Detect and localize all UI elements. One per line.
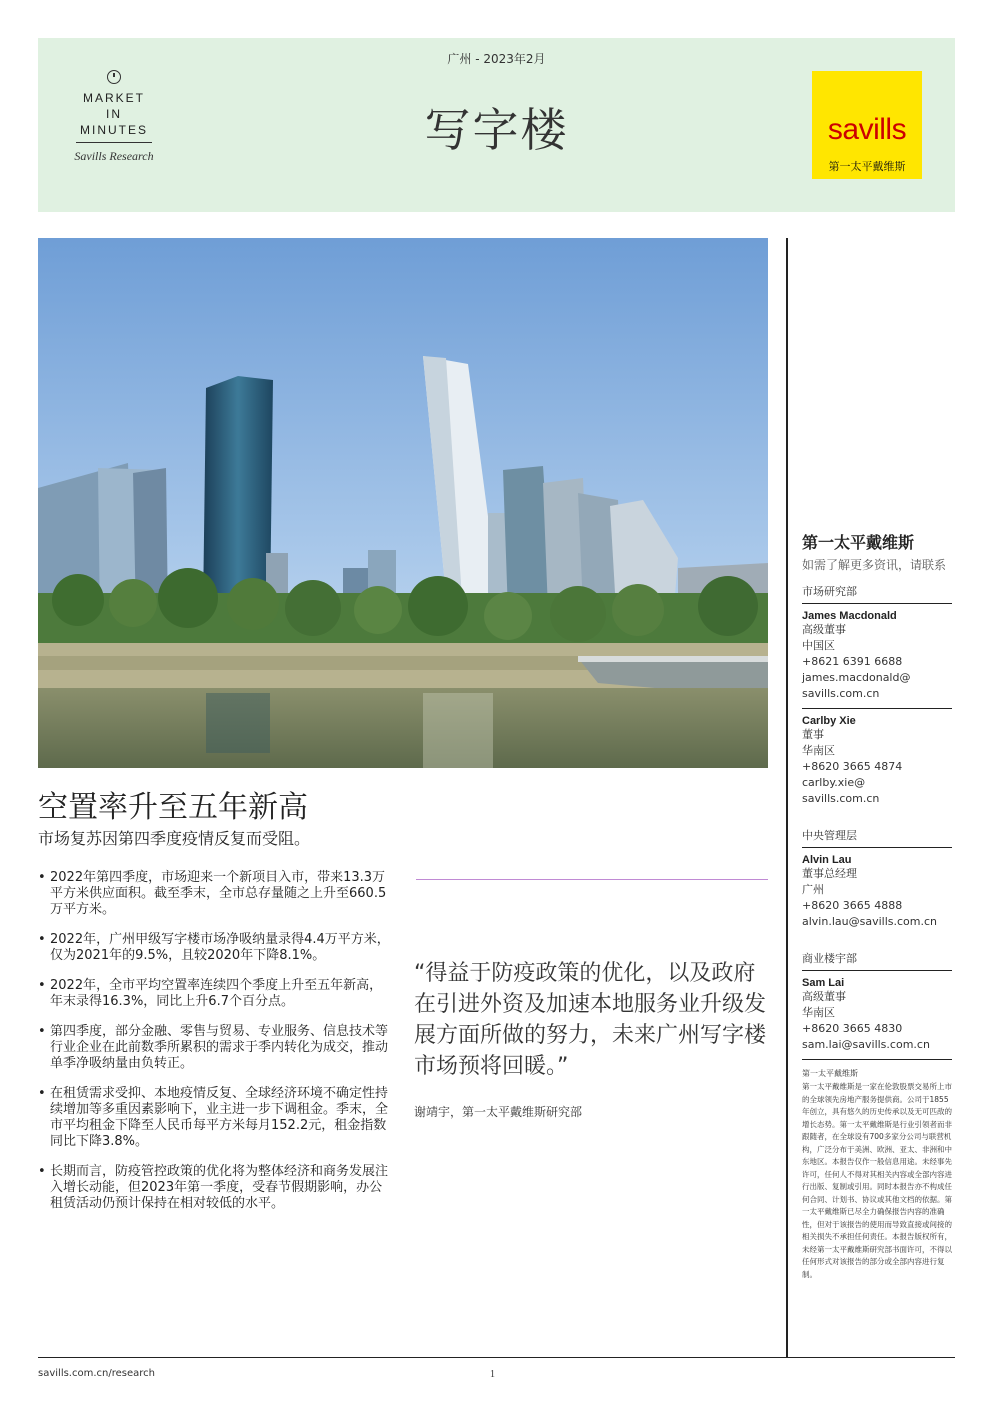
contact-name: James Macdonald	[802, 610, 897, 622]
list-item: • 2022年第四季度，市场迎来一个新项目入市，带来13.3万平方米供应面积。截至季末，全市总存量随之上升至660.5万平方米。	[38, 870, 394, 918]
contact-line: 中国区	[802, 639, 835, 652]
contact-dept-label: 商业楼宇部	[802, 950, 952, 971]
list-item: • 在租赁需求受抑、本地疫情反复、全球经济环境不确定性持续增加等多重因素影响下，业主进一步下调租金。季末，全市平均租金下降至人民币每平方米每月152.2元，租金指数同比下降3.8%。	[38, 1086, 394, 1150]
disclaimer-divider	[802, 1059, 952, 1060]
contact-line: 华南区	[802, 1006, 835, 1019]
logo-brand-text: savills	[827, 113, 907, 146]
quote-attribution: 谢靖宇，第一太平戴维斯研究部	[414, 1105, 583, 1119]
headline: 空置率升至五年新高	[38, 790, 308, 825]
footer-url-link[interactable]: savills.com.cn/research	[38, 1368, 155, 1379]
mim-word: IN	[106, 107, 122, 121]
quote-divider	[416, 879, 768, 880]
contact-phone: +8620 3665 4874	[802, 760, 903, 773]
savills-logo	[812, 71, 922, 179]
contact-dept-label: 市场研究部	[802, 583, 952, 604]
disclaimer-title: 第一太平戴维斯	[802, 1069, 858, 1078]
contact-email[interactable]: james.macdonald@	[802, 671, 911, 684]
logo-chinese-text: 第一太平戴维斯	[828, 160, 906, 173]
key-points-list	[38, 870, 394, 1226]
cover-photo-guangzhou-skyline	[38, 238, 768, 768]
dateline: 广州 - 2023年2月	[447, 52, 546, 66]
contact-email[interactable]: sam.lai@savills.com.cn	[802, 1038, 930, 1051]
contact-name: Sam Lai	[802, 977, 845, 989]
list-item: • 第四季度，部分金融、零售与贸易、专业服务、信息技术等行业企业在此前数季所累积的需求于季内转化为成交，推动单季净吸纳量由负转正。	[38, 1024, 394, 1072]
contact-line: 高级董事	[802, 623, 846, 636]
mim-word: MINUTES	[80, 123, 148, 137]
contact-line: 广州	[802, 883, 824, 896]
disclaimer-text: 第一太平戴维斯是一家在伦敦股票交易所上市的全球领先房地产服务提供商。公司于1855年创立，具有悠久的历史传承以及无可匹敌的增长态势。第一太平戴维斯是行业引领者而非跟随者，在全球设有700多家分公司与联营机构，广泛分布于美洲、欧洲、亚太、非洲和中东地区。本报告仅作一般信息用途。未经事先许可，任何人不得对其相关内容或全部内容进行出版、复制或引用。同时本报告亦不构成任何合同、计划书、协议或其他文档的依据。第一太平戴维斯已尽全力确保报告内容的准确性，但对于该报告的使用而导致直接或间接的相关损失不承担任何责任。本报告版权所有，未经第一太平戴维斯研究部书面许可，不得以任何形式对该报告的部分或全部内容进行复制。	[802, 1082, 952, 1279]
contact-dept-label: 中央管理层	[802, 827, 952, 848]
contact-email[interactable]: savills.com.cn	[802, 687, 880, 700]
contact-name: Carlby Xie	[802, 715, 856, 727]
contact-email[interactable]: savills.com.cn	[802, 792, 880, 805]
contact-phone: +8621 6391 6688	[802, 655, 903, 668]
contact-phone: +8620 3665 4888	[802, 899, 903, 912]
contact-line: 董事总经理	[802, 867, 857, 880]
pull-quote: “得益于防疫政策的优化，以及政府在引进外资及加速本地服务业升级发展方面所做的努力，未来广州写字楼市场预将回暖。”	[414, 961, 767, 1079]
clock-icon	[107, 70, 121, 84]
mim-word: MARKET	[82, 91, 145, 105]
list-item: • 2022年，广州甲级写字楼市场净吸纳量录得4.4万平方米，仅为2021年的9.5%，且较2020年下降8.1%。	[38, 932, 394, 964]
contact-phone: +8620 3665 4830	[802, 1022, 903, 1035]
sidebar-divider	[786, 238, 788, 1358]
contact-line: 高级董事	[802, 990, 846, 1003]
contact-line: 华南区	[802, 744, 835, 757]
skyline-illustration	[38, 238, 768, 768]
sidebar-more-info: 如需了解更多资讯，请联系	[802, 558, 947, 572]
list-item: • 长期而言，防疫管控政策的优化将为整体经济和商务发展注入增长动能，但2023年第一季度，受春节假期影响，办公租赁活动仍预计保持在相对较低的水平。	[38, 1164, 394, 1212]
contact-line: 董事	[802, 728, 824, 741]
footer-divider	[38, 1357, 955, 1358]
contact-email[interactable]: carlby.xie@	[802, 776, 866, 789]
list-item: • 2022年，全市平均空置率连续四个季度上升至五年新高，年末录得16.3%，同比上升6.7个百分点。	[38, 978, 394, 1010]
contact-name: Alvin Lau	[802, 854, 852, 866]
savills-research-label: Savills Research	[74, 149, 154, 163]
contacts-sidebar	[802, 530, 952, 1281]
report-header	[38, 38, 955, 212]
subheadline: 市场复苏因第四季度疫情反复而受阻。	[38, 829, 311, 848]
report-title: 写字楼	[424, 103, 569, 157]
contact-email[interactable]: alvin.lau@savills.com.cn	[802, 915, 937, 928]
sidebar-company: 第一太平戴维斯	[802, 533, 915, 552]
page-number: 1	[490, 1369, 495, 1380]
contact-divider	[802, 708, 952, 709]
